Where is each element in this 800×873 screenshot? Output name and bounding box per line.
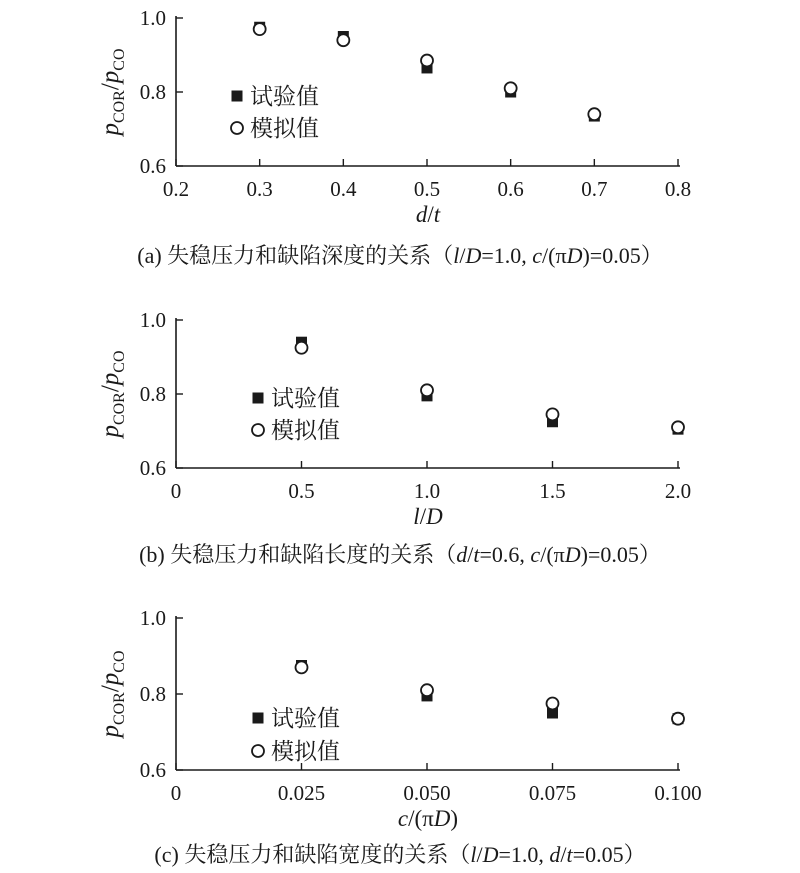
data-point-circle [505, 82, 517, 94]
legend [231, 84, 319, 142]
series-test-values [296, 337, 684, 435]
x-tick-label: 0.100 [654, 781, 702, 805]
panel-a [97, 6, 691, 268]
legend-label-test: 试验值 [250, 84, 319, 110]
panel-caption: (b) 失稳压力和缺陷长度的关系（d/t=0.6, c/(πD)=0.05） [139, 542, 661, 567]
legend-square-marker [253, 393, 264, 404]
data-point-circle [421, 55, 433, 67]
y-tick-label: 1.0 [139, 606, 166, 630]
panel-caption: (a) 失稳压力和缺陷深度的关系（l/D=1.0, c/(πD)=0.05） [137, 243, 663, 268]
x-axis-label: d/t [415, 202, 441, 227]
panel-c [97, 606, 702, 867]
legend-circle-marker [252, 745, 264, 757]
data-point-circle [588, 108, 600, 120]
y-tick-label: 0.8 [139, 382, 166, 406]
series-simulated-values [296, 661, 685, 724]
data-point-circle [421, 684, 433, 696]
x-tick-label: 0.6 [497, 177, 524, 201]
legend-label-sim: 模拟值 [250, 116, 319, 142]
legend-square-marker [232, 91, 243, 102]
y-tick-label: 0.6 [139, 154, 166, 178]
legend-label-test: 试验值 [271, 706, 340, 732]
x-tick-label: 0.050 [403, 781, 451, 805]
series-simulated-values [296, 342, 685, 434]
data-point-circle [337, 34, 349, 46]
x-tick-label: 0.8 [664, 177, 692, 201]
x-tick-label: 0.7 [581, 177, 608, 201]
data-point-circle [296, 342, 308, 354]
y-tick-label: 0.6 [139, 758, 166, 782]
y-tick-label: 0.8 [139, 80, 166, 104]
x-axis-label: c/(πD) [397, 806, 459, 831]
panel-b [97, 308, 691, 567]
y-tick-label: 0.6 [139, 456, 166, 480]
x-tick-label: 0.5 [288, 479, 315, 503]
x-tick-label: 0.075 [528, 781, 577, 805]
x-tick-label: 0.3 [246, 177, 273, 201]
y-axis-label: $p_{COR}/p_{CO}$ [97, 48, 128, 136]
y-axis-label: $p_{COR}/p_{CO}$ [97, 650, 128, 738]
x-tick-label: 0.5 [413, 177, 441, 201]
legend [252, 386, 340, 444]
data-point-circle [672, 713, 684, 725]
data-point-circle [547, 408, 559, 420]
x-tick-label: 0 [170, 479, 182, 503]
x-axis-label: l/D [413, 504, 443, 529]
x-tick-label: 1.5 [539, 479, 566, 503]
legend-circle-marker [252, 424, 264, 436]
legend [252, 706, 340, 765]
legend-square-marker [253, 713, 264, 724]
x-tick-label: 0.2 [162, 177, 190, 201]
y-tick-label: 1.0 [139, 308, 166, 332]
series-test-values [296, 660, 684, 724]
y-axis-label: $p_{COR}/p_{CO}$ [97, 350, 128, 438]
y-tick-label: 1.0 [139, 6, 166, 30]
data-point-circle [421, 384, 433, 396]
panel-caption: (c) 失稳压力和缺陷宽度的关系（l/D=1.0, d/t=0.05） [154, 842, 646, 867]
data-point-circle [672, 421, 684, 433]
x-tick-label: 1.0 [413, 479, 441, 503]
data-point-circle [254, 23, 266, 35]
x-tick-label: 0 [170, 781, 182, 805]
x-tick-label: 2.0 [664, 479, 692, 503]
x-tick-label: 0.4 [330, 177, 357, 201]
data-point-circle [547, 698, 559, 710]
legend-label-sim: 模拟值 [271, 418, 340, 444]
legend-circle-marker [231, 122, 243, 134]
data-point-circle [296, 661, 308, 673]
legend-label-test: 试验值 [271, 386, 340, 412]
legend-label-sim: 模拟值 [271, 739, 340, 765]
x-tick-label: 0.025 [277, 781, 326, 805]
y-tick-label: 0.8 [139, 682, 166, 706]
